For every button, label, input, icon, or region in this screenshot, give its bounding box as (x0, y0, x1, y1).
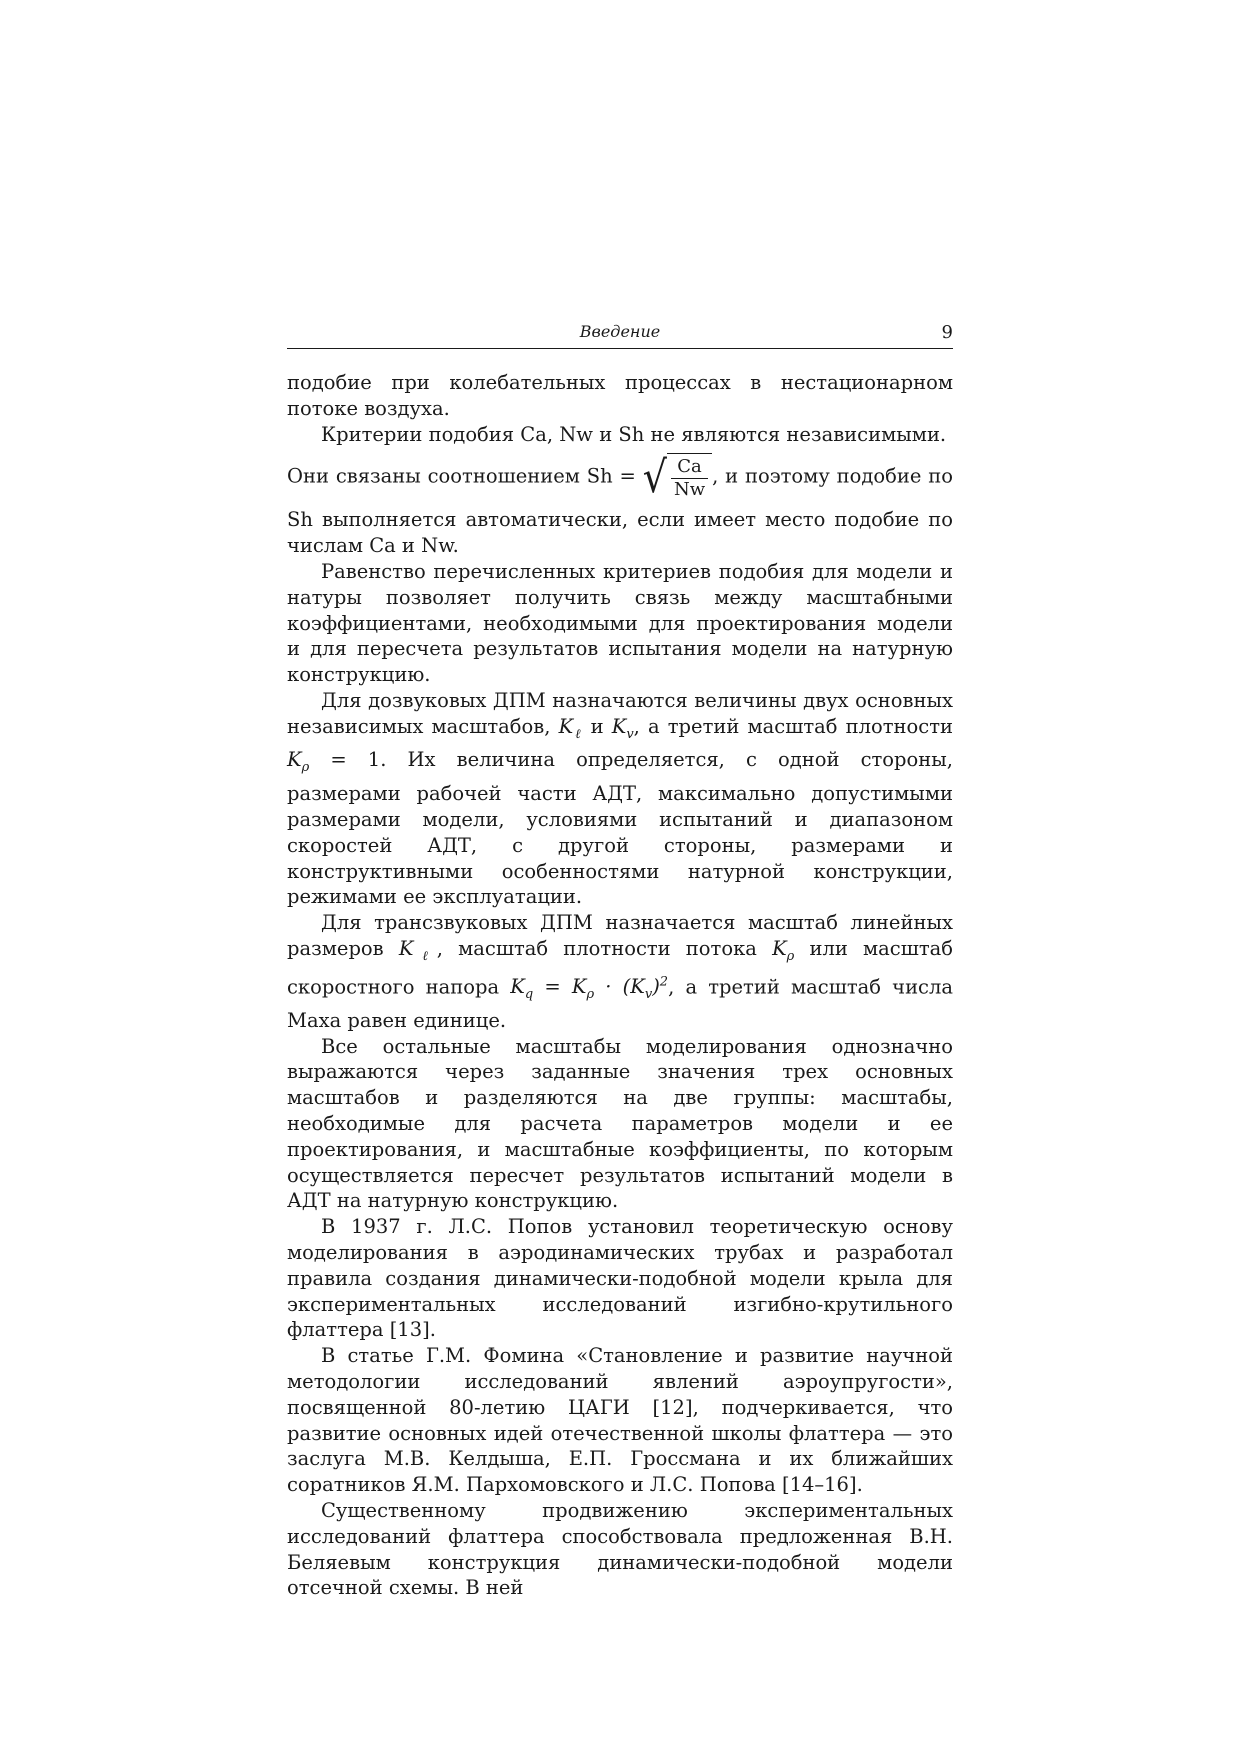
math-symbol: K (611, 714, 627, 738)
paragraph-2-continued (287, 447, 953, 559)
text-span: Для дозвуковых ДПМ назначаются величины двух основных независимых масштабов, (287, 688, 953, 738)
section-title: Введение (579, 322, 661, 341)
math-subscript: ℓ (573, 726, 583, 742)
math-symbol: K (772, 936, 787, 960)
math-k-l (558, 714, 583, 742)
math-subscript: ρ (786, 948, 795, 964)
math-k-v (611, 714, 634, 742)
sqrt-body (667, 453, 712, 501)
fraction-denominator: Nw (673, 479, 706, 501)
math-symbol: · (K (605, 975, 645, 999)
fraction-numerator: Ca (671, 456, 708, 479)
text-span: Для трансзвуковых ДПМ назначается масштаб линейных размеров (287, 911, 953, 960)
math-k-rho (772, 936, 795, 964)
math-symbol: K (510, 975, 525, 999)
math-subscript: ℓ (413, 948, 437, 964)
math-superscript: 2 (659, 974, 669, 990)
math-symbol: ) (652, 975, 660, 999)
math-kq-formula (510, 974, 669, 1002)
math-symbol: = K (544, 975, 587, 999)
formula-intro: Они связаны соотношением Sh = (287, 464, 636, 488)
math-symbol: K (398, 936, 414, 960)
math-subscript: ρ (301, 760, 310, 776)
paragraph-6: Все остальные масштабы моделирования однозначно выражаются через заданные значения трех основных масштабов и разделяются на две группы: масштабы, необходимые для расчета параметров модели и ее проектирования, и масштабные коэффициенты, по которым осуществляется пересчет результатов испытаний модели в АДТ на натурную конструкцию. (287, 1034, 953, 1213)
math-subscript: q (524, 987, 534, 1002)
math-symbol: K (558, 714, 574, 738)
math-symbol: K (287, 748, 302, 772)
math-subscript: v (644, 987, 653, 1002)
paragraph-3: Равенство перечисленных критериев подобия для модели и натуры позволяет получить связь между масштабными коэффициентами, необходимыми для проектирования модели и для пересчета результатов испытания модели на натурную конструкцию. (287, 559, 953, 687)
text-span: , масштаб плотности потока (436, 936, 757, 960)
running-header (287, 322, 953, 349)
paragraph-4 (287, 688, 953, 910)
paragraph-1: подобие при колебательных процессах в нестационарном потоке воздуха. (287, 371, 953, 420)
text-span: , а третий масштаб плотности (633, 714, 953, 738)
math-subscript: ρ (586, 987, 595, 1002)
paragraph-8: В статье Г.М. Фомина «Становление и развитие научной методологии исследований явлений аэроупругости», посвященной 80-летию ЦАГИ [12], подчеркивается, что развитие основных идей отечественной школы флаттера — это заслуга М.В. Келдыша, Е.П. Гроссмана и их ближайших соратников Я.М. Пархомовского и Л.С. Попова [14–16]. (287, 1344, 953, 1497)
fraction (671, 456, 708, 501)
text-span: , а третий масштаб числа Маха равен единице. (287, 975, 953, 1032)
paragraph-5 (287, 910, 953, 1033)
text-span: или масштаб скоростного напора (287, 936, 954, 999)
math-k-rho (287, 748, 310, 776)
paragraph-2: Критерии подобия Ca, Nw и Sh не являются независимыми. (321, 422, 947, 446)
math-k-l (398, 936, 437, 964)
paragraph-9: Существенному продвижению экспериментальных исследований флаттера способствовала предложенная В.Н. Беляевым конструкция динамически-подобной модели отсечной схемы. В ней (287, 1498, 953, 1600)
paragraph-7: В 1937 г. Л.С. Попов установил теоретическую основу моделирования в аэродинамических трубах и разработал правила создания динамически-подобной модели крыла для экспериментальных исследований изгибно-крутильного флаттера [13]. (287, 1215, 953, 1342)
text-span: и (590, 714, 604, 738)
page-number: 9 (941, 322, 953, 343)
body-text (287, 370, 953, 1601)
text-span: = 1. Их величина определяется, с одной стороны, размерами рабочей части АДТ, максимально допустимыми размерами модели, условиями испытаний и диапазоном скоростей АДТ, с другой стороны, размерами и конструктивными особенностями натурной конструкции, режимами ее эксплуатации. (287, 748, 953, 909)
sqrt-formula (643, 453, 712, 501)
formula-outro: , и поэтому подобие по Sh выполняется автоматически, если имеет место подобие по числам Ca и Nw. (287, 464, 953, 558)
sqrt-symbol: √ (642, 452, 667, 503)
math-subscript: v (626, 726, 634, 742)
